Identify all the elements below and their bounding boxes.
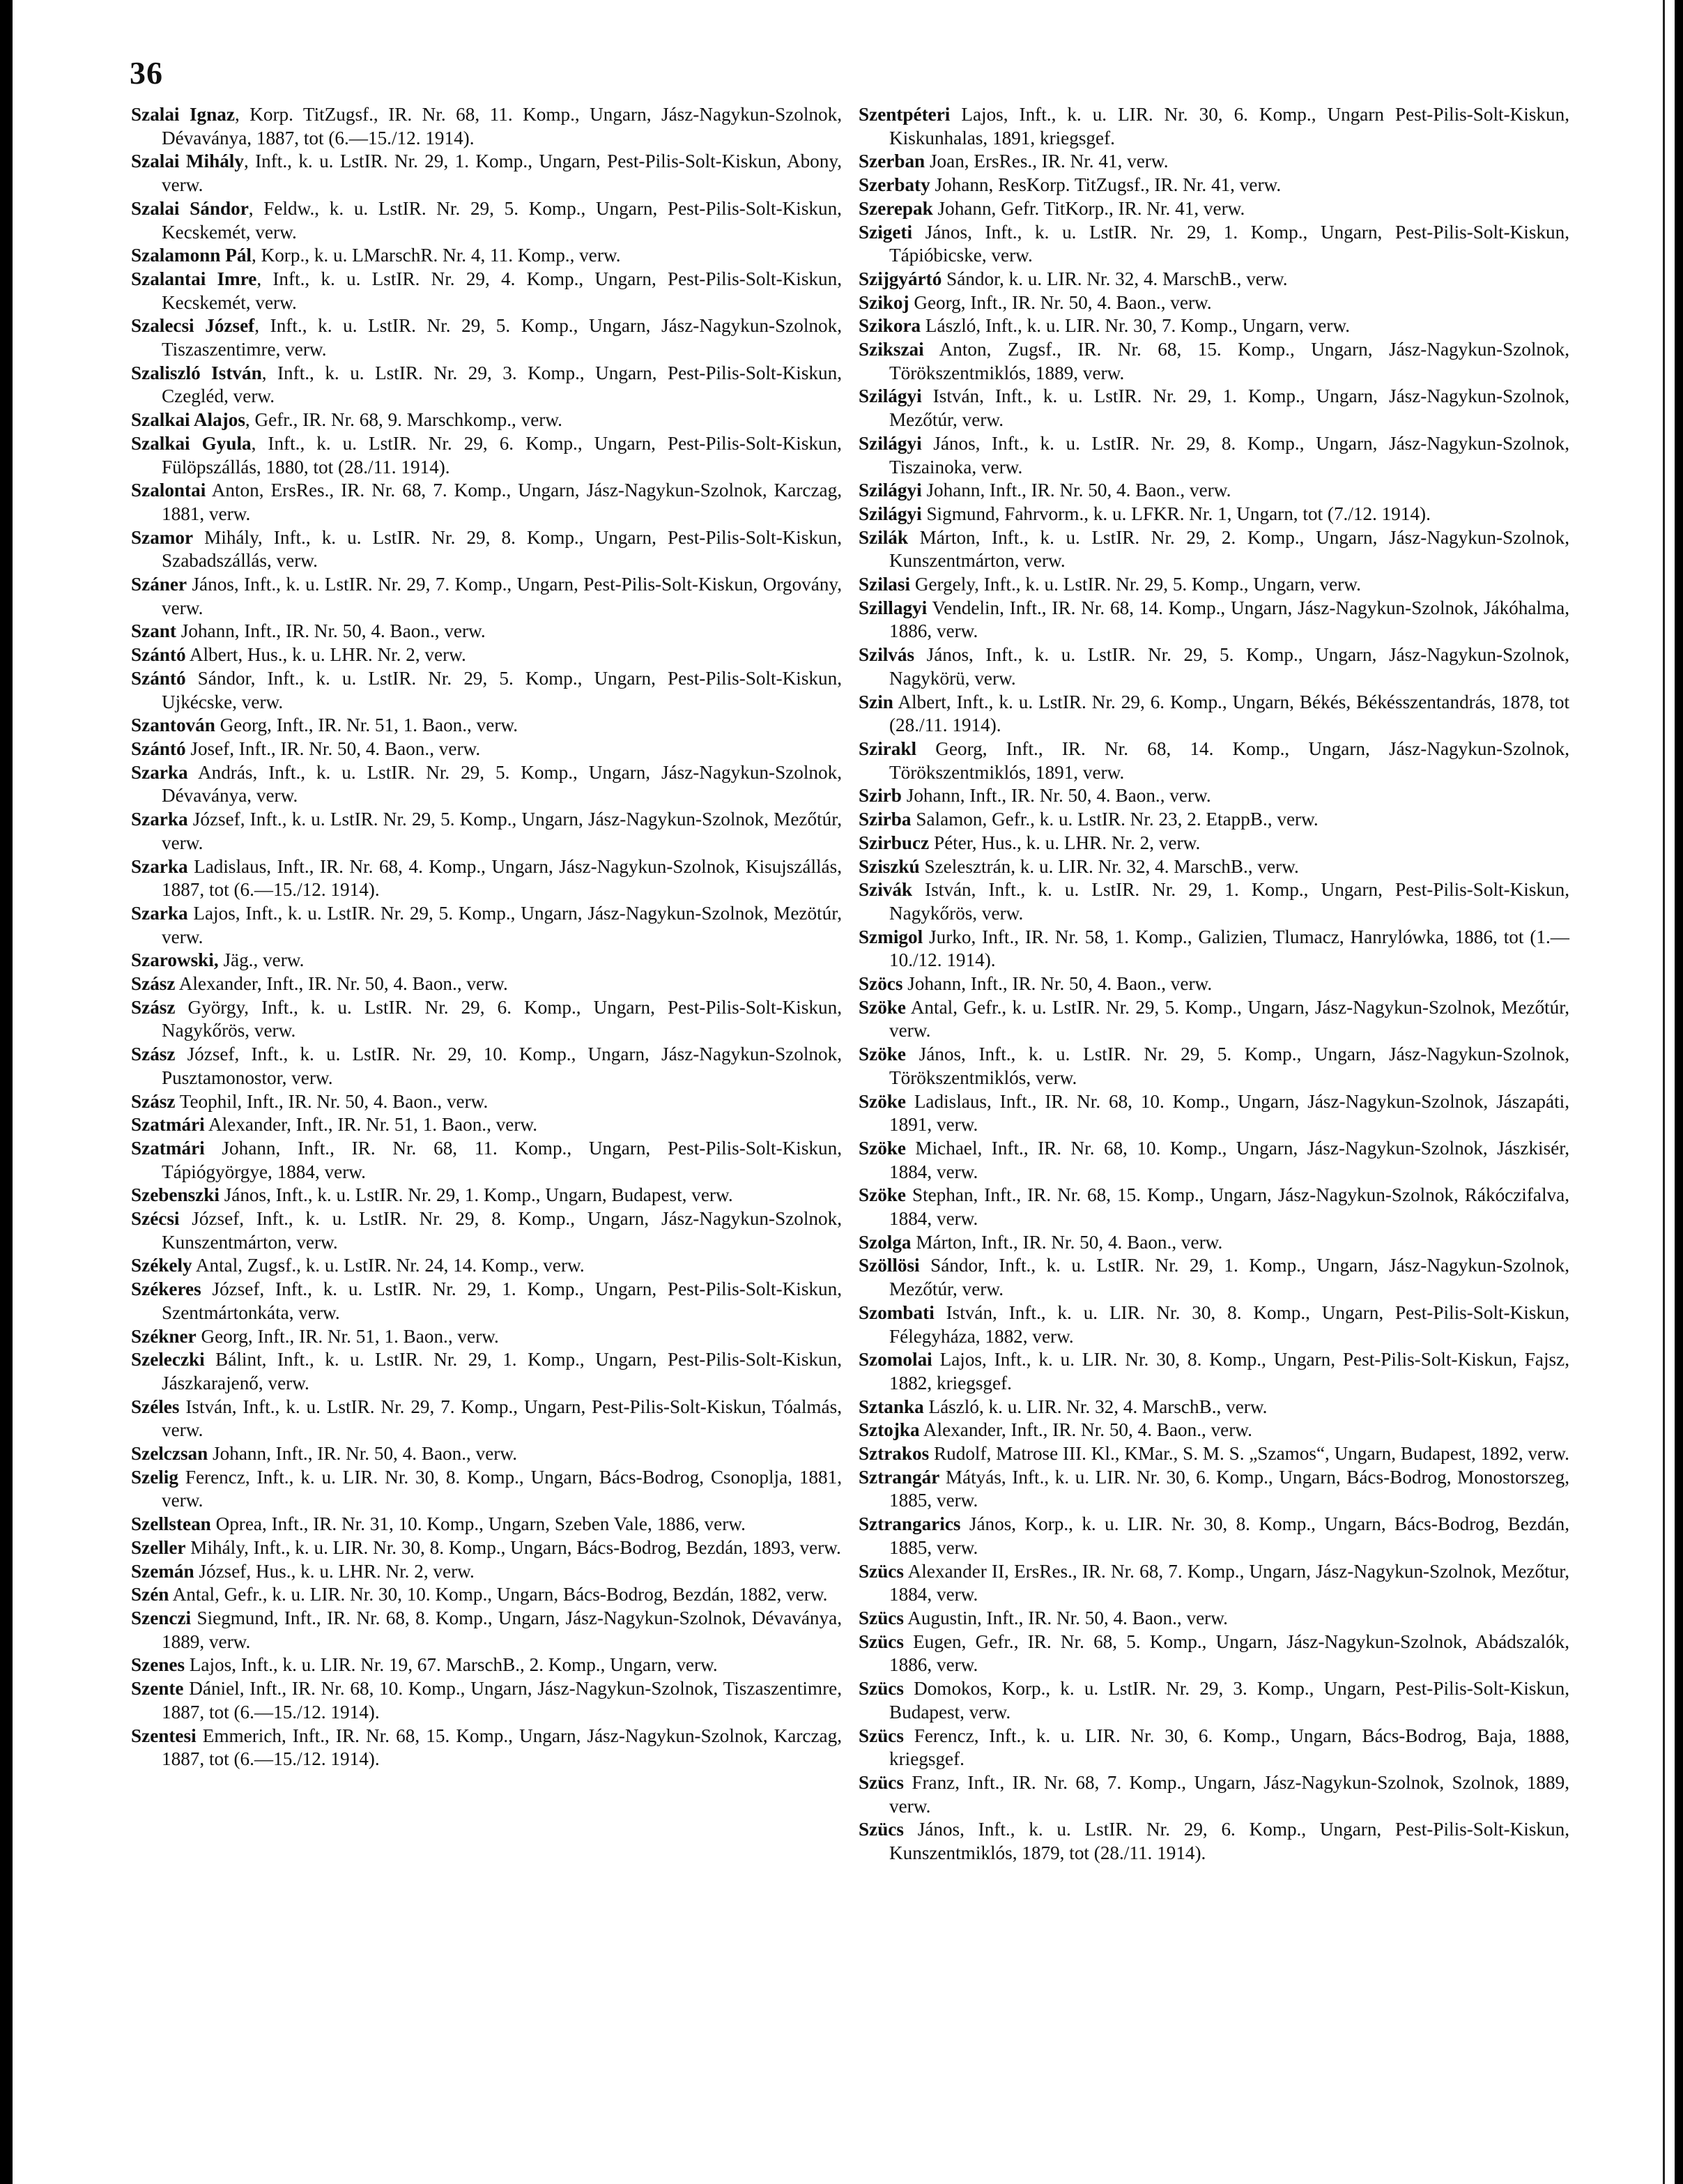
- entry-name: Szén: [131, 1584, 169, 1605]
- list-entry: [859, 691, 1569, 738]
- list-entry: [131, 314, 842, 361]
- entry-details: János, Inft., k. u. LstIR. Nr. 29, 8. Komp., Ungarn, Jász-Nagykun-Szolnok, Tiszainoka, verw.: [889, 432, 1569, 478]
- list-entry: [131, 1442, 842, 1466]
- entry-details: Lajos, Inft., k. u. LstIR. Nr. 29, 5. Komp., Ungarn, Jász-Nagykun-Szolnok, Mezötúr, verw.: [162, 902, 842, 947]
- list-entry: [859, 526, 1569, 573]
- entry-details: László, k. u. LIR. Nr. 32, 4. MarschB., verw.: [923, 1396, 1268, 1417]
- entry-name: Sztrangarics: [859, 1513, 961, 1535]
- list-entry: [859, 1677, 1569, 1724]
- entry-details: Teophil, Inft., IR. Nr. 50, 4. Baon., verw.: [175, 1090, 489, 1112]
- entry-name: Szántó: [131, 667, 186, 689]
- list-entry: [131, 1348, 842, 1395]
- entry-name: Szarowski,: [131, 949, 219, 971]
- entry-name: Szücs: [859, 1608, 904, 1628]
- entry-details: Bálint, Inft., k. u. LstIR. Nr. 29, 1. Komp., Ungarn, Pest-Pilis-Solt-Kiskun, Jászkarajenő, verw.: [162, 1349, 842, 1393]
- entry-name: Szarka: [131, 809, 188, 830]
- entry-details: Stephan, Inft., IR. Nr. 68, 15. Komp., Ungarn, Jász-Nagykun-Szolnok, Rákóczifalva, 1884, verw.: [889, 1184, 1569, 1230]
- entry-details: , Inft., k. u. LstIR. Nr. 29, 5. Komp., Ungarn, Jász-Nagykun-Szolnok, Tiszaszentimre, verw.: [162, 315, 842, 360]
- page-number: 36: [130, 55, 163, 91]
- list-entry: [131, 1254, 842, 1278]
- entry-details: Ladislaus, Inft., IR. Nr. 68, 10. Komp., Ungarn, Jász-Nagykun-Szolnok, Jászapáti, 1891, verw.: [889, 1090, 1569, 1136]
- list-entry: [859, 1090, 1569, 1137]
- entry-name: Szalontai: [131, 480, 206, 501]
- list-entry: [859, 1607, 1569, 1631]
- list-entry: [131, 643, 842, 667]
- entry-name: Szelczsan: [131, 1443, 208, 1465]
- entry-details: István, Inft., k. u. LstIR. Nr. 29, 1. Komp., Ungarn, Jász-Nagykun-Szolnok, Mezőtúr, verw.: [889, 385, 1569, 431]
- entry-name: Szalai Ignaz: [131, 104, 235, 125]
- entry-details: Johann, ResKorp. TitZugsf., IR. Nr. 41, verw.: [930, 174, 1282, 196]
- list-entry: [859, 103, 1569, 150]
- entry-details: Vendelin, Inft., IR. Nr. 68, 14. Komp., Ungarn, Jász-Nagykun-Szolnok, Jákóhalma, 1886, verw.: [889, 597, 1569, 642]
- list-entry: [859, 1396, 1569, 1419]
- list-entry: [859, 996, 1569, 1043]
- entry-details: György, Inft., k. u. LstIR. Nr. 29, 6. Komp., Ungarn, Pest-Pilis-Solt-Kiskun, Nagykőrös, verw.: [162, 996, 842, 1041]
- entry-name: Szalantai Imre: [131, 268, 257, 289]
- right-column: [859, 103, 1569, 1865]
- entry-name: Szilágyi: [859, 432, 922, 454]
- list-entry: [859, 385, 1569, 432]
- entry-details: József, Inft., k. u. LstIR. Nr. 29, 10. Komp., Ungarn, Jász-Nagykun-Szolnok, Pusztamonostor, verw.: [162, 1044, 842, 1088]
- entry-name: Száner: [131, 574, 187, 595]
- entry-details: János, Inft., k. u. LstIR. Nr. 29, 1. Komp., Ungarn, Budapest, verw.: [219, 1184, 733, 1206]
- list-entry: [859, 1043, 1569, 1090]
- list-entry: [131, 573, 842, 620]
- entry-name: Szin: [859, 691, 893, 712]
- entry-name: Szász: [131, 1090, 176, 1112]
- entry-name: Szilák: [859, 526, 909, 548]
- list-entry: [131, 972, 842, 996]
- entry-name: Szarka: [131, 761, 188, 783]
- list-entry: [131, 1560, 842, 1584]
- entry-name: Szilágyi: [859, 385, 922, 407]
- entry-name: Szücs: [859, 1771, 904, 1793]
- entry-details: Alexander, Inft., IR. Nr. 50, 4. Baon., verw.: [919, 1419, 1252, 1441]
- list-entry: [131, 1278, 842, 1324]
- entry-details: Siegmund, Inft., IR. Nr. 68, 8. Komp., Ungarn, Jász-Nagykun-Szolnok, Dévaványa, 1889, verw.: [162, 1608, 842, 1652]
- entry-name: Szöllösi: [859, 1255, 920, 1276]
- entry-details: István, Inft., k. u. LstIR. Nr. 29, 7. Komp., Ungarn, Pest-Pilis-Solt-Kiskun, Tóalmás, verw.: [162, 1396, 842, 1441]
- entry-details: Ferencz, Inft., k. u. LIR. Nr. 30, 6. Komp., Ungarn, Bács-Bodrog, Baja, 1888, kriegsgef.: [889, 1725, 1569, 1770]
- entry-name: Szolga: [859, 1231, 912, 1253]
- list-entry: [131, 902, 842, 949]
- list-entry: [859, 1771, 1569, 1818]
- list-entry: [859, 1725, 1569, 1771]
- entry-details: Sándor, Inft., k. u. LstIR. Nr. 29, 5. Komp., Ungarn, Pest-Pilis-Solt-Kiskun, Ujkécske, verw.: [162, 667, 842, 712]
- entry-details: Franz, Inft., IR. Nr. 68, 7. Komp., Ungarn, Jász-Nagykun-Szolnok, Szolnok, 1889, verw.: [889, 1771, 1569, 1817]
- entry-details: Jurko, Inft., IR. Nr. 58, 1. Komp., Galizien, Tlumacz, Hanrylówka, 1886, tot (1.—10./12. 1914).: [889, 926, 1569, 971]
- entry-name: Szücs: [859, 1631, 904, 1652]
- scan-edge-right: [1675, 0, 1683, 2184]
- entry-details: , Inft., k. u. LstIR. Nr. 29, 4. Komp., Ungarn, Pest-Pilis-Solt-Kiskun, Kecskemét, verw.: [162, 268, 842, 313]
- list-entry: [859, 221, 1569, 268]
- entry-name: Szaliszló István: [131, 362, 262, 383]
- list-entry: [859, 1301, 1569, 1348]
- entry-name: Szikora: [859, 315, 921, 337]
- list-entry: [131, 761, 842, 808]
- entry-name: Szenczi: [131, 1608, 192, 1628]
- entry-details: András, Inft., k. u. LstIR. Nr. 29, 5. Komp., Ungarn, Jász-Nagykun-Szolnok, Dévaványa, verw.: [162, 761, 842, 807]
- list-entry: [859, 1818, 1569, 1865]
- entry-name: Szentesi: [131, 1725, 197, 1746]
- scan-edge-line: [1663, 0, 1665, 2184]
- list-entry: [131, 150, 842, 197]
- entry-name: Sztrangár: [859, 1466, 940, 1488]
- scan-edge-left: [0, 0, 13, 2184]
- entry-details: Alexander, Inft., IR. Nr. 51, 1. Baon., verw.: [204, 1114, 538, 1136]
- entry-name: Szerbaty: [859, 174, 930, 196]
- list-entry: [131, 1513, 842, 1536]
- entry-details: Johann, Inft., IR. Nr. 50, 4. Baon., verw.: [901, 785, 1211, 807]
- list-entry: [859, 1137, 1569, 1184]
- list-entry: [131, 1677, 842, 1724]
- list-entry: [859, 808, 1569, 832]
- entry-name: Sztojka: [859, 1419, 920, 1441]
- entry-details: Sándor, k. u. LIR. Nr. 32, 4. MarschB., verw.: [942, 268, 1288, 289]
- entry-details: Ferencz, Inft., k. u. LIR. Nr. 30, 8. Komp., Ungarn, Bács-Bodrog, Csonoplja, 1881, verw.: [162, 1466, 842, 1511]
- entry-details: Johann, Inft., IR. Nr. 68, 11. Komp., Ungarn, Pest-Pilis-Solt-Kiskun, Tápiógyörgye, 1884, verw.: [162, 1137, 842, 1182]
- entry-details: , Korp. TitZugsf., IR. Nr. 68, 11. Komp., Ungarn, Jász-Nagykun-Szolnok, Dévaványa, 1887, tot (6.—15./12. 1914).: [162, 104, 842, 148]
- entry-name: Szamor: [131, 526, 194, 548]
- entry-name: Szeller: [131, 1536, 186, 1558]
- entry-details: Szelesztrán, k. u. LIR. Nr. 32, 4. MarschB., verw.: [919, 855, 1299, 877]
- entry-details: Márton, Inft., k. u. LstIR. Nr. 29, 2. Komp., Ungarn, Jász-Nagykun-Szolnok, Kunszentmárton, verw.: [889, 526, 1569, 572]
- list-entry: [859, 597, 1569, 643]
- entry-details: József, Inft., k. u. LstIR. Nr. 29, 8. Komp., Ungarn, Jász-Nagykun-Szolnok, Kunszentmárton, verw.: [162, 1208, 842, 1253]
- entry-details: Michael, Inft., IR. Nr. 68, 10. Komp., Ungarn, Jász-Nagykun-Szolnok, Jászkisér, 1884, verw.: [889, 1137, 1569, 1182]
- entry-details: , Inft., k. u. LstIR. Nr. 29, 1. Komp., Ungarn, Pest-Pilis-Solt-Kiskun, Abony, verw.: [162, 151, 842, 196]
- entry-name: Szivák: [859, 879, 913, 901]
- list-entry: [131, 362, 842, 408]
- list-entry: [859, 1513, 1569, 1559]
- entry-details: , Inft., k. u. LstIR. Nr. 29, 6. Komp., Ungarn, Pest-Pilis-Solt-Kiskun, Fülöpszállás, 1880, tot (28./11. 1914).: [162, 432, 842, 478]
- list-entry: [859, 926, 1569, 972]
- entry-name: Szalkai Gyula: [131, 432, 252, 454]
- entry-name: Szántó: [131, 644, 186, 666]
- entry-name: Szijgyártó: [859, 268, 942, 289]
- list-entry: [859, 1348, 1569, 1395]
- entry-name: Széles: [131, 1396, 180, 1417]
- list-entry: [131, 1654, 842, 1677]
- list-entry: [859, 573, 1569, 597]
- entry-name: Sztanka: [859, 1396, 924, 1417]
- entry-details: Márton, Inft., IR. Nr. 50, 4. Baon., verw.: [911, 1231, 1223, 1253]
- list-entry: [859, 174, 1569, 197]
- entry-name: Szücs: [859, 1725, 904, 1746]
- entry-name: Szücs: [859, 1678, 904, 1700]
- entry-name: Szatmári: [131, 1114, 205, 1136]
- list-entry: [859, 432, 1569, 479]
- list-entry: [131, 1090, 842, 1114]
- entry-name: Szillagyi: [859, 597, 928, 618]
- entry-name: Szöke: [859, 1044, 906, 1065]
- list-entry: [859, 291, 1569, 315]
- entry-name: Szász: [131, 1044, 176, 1065]
- entry-name: Szikoj: [859, 291, 909, 313]
- entry-details: Oprea, Inft., IR. Nr. 31, 10. Komp., Ungarn, Szeben Vale, 1886, verw.: [210, 1513, 746, 1535]
- entry-name: Szalai Mihály: [131, 151, 244, 172]
- list-entry: [859, 1419, 1569, 1442]
- list-entry: [859, 1254, 1569, 1301]
- list-entry: [131, 855, 842, 902]
- list-entry: [859, 338, 1569, 385]
- entry-details: István, Inft., k. u. LIR. Nr. 30, 8. Komp., Ungarn, Pest-Pilis-Solt-Kiskun, Félegyháza, 1882, verw.: [889, 1301, 1569, 1347]
- entry-name: Szirba: [859, 809, 912, 830]
- entry-name: Szilasi: [859, 574, 911, 595]
- entry-details: Mihály, Inft., k. u. LIR. Nr. 30, 8. Komp., Ungarn, Bács-Bodrog, Bezdán, 1893, verw.: [185, 1536, 841, 1558]
- entry-details: Sándor, Inft., k. u. LstIR. Nr. 29, 1. Komp., Ungarn, Jász-Nagykun-Szolnok, Mezőtúr, verw.: [889, 1255, 1569, 1300]
- entry-details: Johann, Inft., IR. Nr. 50, 4. Baon., verw.: [176, 620, 486, 642]
- left-column: [131, 103, 842, 1771]
- list-entry: [859, 855, 1569, 879]
- entry-details: László, Inft., k. u. LIR. Nr. 30, 7. Komp., Ungarn, verw.: [921, 315, 1351, 337]
- list-entry: [131, 1113, 842, 1137]
- entry-details: Alexander, Inft., IR. Nr. 50, 4. Baon., verw.: [175, 973, 508, 995]
- entry-name: Szalkai Alajos: [131, 409, 245, 431]
- list-entry: [131, 714, 842, 738]
- list-entry: [131, 738, 842, 761]
- list-entry: [131, 1583, 842, 1607]
- entry-name: Szant: [131, 620, 176, 642]
- list-entry: [859, 784, 1569, 808]
- entry-details: József, Inft., k. u. LstIR. Nr. 29, 5. Komp., Ungarn, Jász-Nagykun-Szolnok, Mezőtúr, verw.: [162, 809, 842, 853]
- entry-details: Lajos, Inft., k. u. LIR. Nr. 30, 6. Komp., Ungarn Pest-Pilis-Solt-Kiskun, Kiskunhalas, 1891, kriegsgef.: [889, 104, 1569, 148]
- entry-details: Jäg., verw.: [218, 949, 305, 971]
- entry-details: József, Inft., k. u. LstIR. Nr. 29, 1. Komp., Ungarn, Pest-Pilis-Solt-Kiskun, Szentmártonkáta, verw.: [162, 1278, 842, 1323]
- list-entry: [859, 972, 1569, 996]
- entry-name: Szalecsi József: [131, 315, 255, 337]
- list-entry: [131, 1396, 842, 1442]
- list-entry: [131, 667, 842, 714]
- entry-details: Dániel, Inft., IR. Nr. 68, 10. Komp., Ungarn, Jász-Nagykun-Szolnok, Tiszaszentimre, 1887, tot (6.—15./12. 1914).: [162, 1678, 842, 1723]
- entry-details: János, Inft., k. u. LstIR. Nr. 29, 5. Komp., Ungarn, Jász-Nagykun-Szolnok, Nagykörü, verw.: [889, 644, 1569, 689]
- list-entry: [131, 1043, 842, 1090]
- entry-name: Szilvás: [859, 644, 915, 666]
- entry-details: Lajos, Inft., k. u. LIR. Nr. 30, 8. Komp., Ungarn, Pest-Pilis-Solt-Kiskun, Fajsz, 1882, kriegsgef.: [889, 1349, 1569, 1393]
- entry-details: , Gefr., IR. Nr. 68, 9. Marschkomp., verw.: [245, 409, 562, 431]
- list-entry: [859, 643, 1569, 690]
- entry-name: Szmigol: [859, 926, 923, 947]
- entry-details: Eugen, Gefr., IR. Nr. 68, 5. Komp., Ungarn, Jász-Nagykun-Szolnok, Abádszalók, 1886, verw.: [889, 1631, 1569, 1676]
- list-entry: [859, 197, 1569, 221]
- entry-details: Augustin, Inft., IR. Nr. 50, 4. Baon., verw.: [903, 1608, 1228, 1628]
- entry-name: Szentpéteri: [859, 104, 951, 125]
- entry-name: Szücs: [859, 1560, 904, 1582]
- entry-name: Szilágyi: [859, 503, 922, 524]
- entry-name: Sztrakos: [859, 1443, 930, 1465]
- entry-name: Szirb: [859, 785, 902, 807]
- list-entry: [131, 1607, 842, 1654]
- entry-name: Szöke: [859, 1184, 906, 1206]
- entry-details: Péter, Hus., k. u. LHR. Nr. 2, verw.: [929, 832, 1201, 853]
- entry-details: Albert, Inft., k. u. LstIR. Nr. 29, 6. Komp., Ungarn, Békés, Békésszentandrás, 1878, tot (28./11. 1914).: [889, 691, 1569, 736]
- list-entry: [131, 1207, 842, 1254]
- entry-details: Anton, Zugsf., IR. Nr. 68, 15. Komp., Ungarn, Jász-Nagykun-Szolnok, Törökszentmiklós, 1889, verw.: [889, 339, 1569, 383]
- list-entry: [131, 1536, 842, 1560]
- list-entry: [131, 1725, 842, 1771]
- entry-details: János, Korp., k. u. LIR. Nr. 30, 8. Komp., Ungarn, Bács-Bodrog, Bezdán, 1885, verw.: [889, 1513, 1569, 1558]
- entry-name: Szigeti: [859, 221, 913, 243]
- entry-name: Szirbucz: [859, 832, 930, 853]
- entry-name: Szerepak: [859, 197, 933, 219]
- entry-name: Szatmári: [131, 1137, 205, 1159]
- entry-name: Szarka: [131, 902, 188, 924]
- entry-details: Domokos, Korp., k. u. LstIR. Nr. 29, 3. Komp., Ungarn, Pest-Pilis-Solt-Kiskun, Budapest, verw.: [889, 1678, 1569, 1723]
- list-entry: [131, 808, 842, 855]
- entry-name: Szemán: [131, 1560, 194, 1582]
- list-entry: [859, 878, 1569, 925]
- entry-name: Szebenszki: [131, 1184, 220, 1206]
- entry-details: Johann, Gefr. TitKorp., IR. Nr. 41, verw.: [932, 197, 1245, 219]
- entry-name: Sziszkú: [859, 855, 920, 877]
- entry-name: Szilágyi: [859, 480, 922, 501]
- entry-name: Szalai Sándor: [131, 197, 249, 219]
- list-entry: [859, 832, 1569, 855]
- entry-name: Szász: [131, 973, 176, 995]
- list-entry: [859, 268, 1569, 291]
- entry-name: Székely: [131, 1255, 192, 1276]
- list-entry: [859, 1231, 1569, 1255]
- list-entry: [131, 1325, 842, 1349]
- entry-name: Szöke: [859, 1090, 906, 1112]
- entry-name: Szerban: [859, 151, 925, 172]
- entry-name: Szikszai: [859, 339, 924, 360]
- list-entry: [859, 1560, 1569, 1607]
- entry-details: Salamon, Gefr., k. u. LstIR. Nr. 23, 2. EtappB., verw.: [911, 809, 1319, 830]
- list-entry: [859, 1631, 1569, 1677]
- list-entry: [859, 314, 1569, 338]
- entry-name: Szöke: [859, 1137, 906, 1159]
- entry-name: Szombati: [859, 1301, 935, 1323]
- entry-details: Antal, Zugsf., k. u. LstIR. Nr. 24, 14. Komp., verw.: [192, 1255, 585, 1276]
- list-entry: [859, 738, 1569, 784]
- entry-details: Lajos, Inft., k. u. LIR. Nr. 19, 67. MarschB., 2. Komp., Ungarn, verw.: [185, 1654, 718, 1676]
- entry-name: Szenes: [131, 1654, 185, 1676]
- entry-details: Georg, Inft., IR. Nr. 51, 1. Baon., verw.: [215, 715, 518, 736]
- list-entry: [131, 244, 842, 268]
- list-entry: [131, 1466, 842, 1513]
- list-entry: [859, 150, 1569, 174]
- list-entry: [131, 197, 842, 244]
- entry-details: Joan, ErsRes., IR. Nr. 41, verw.: [925, 151, 1169, 172]
- list-entry: [859, 1184, 1569, 1230]
- entry-details: Johann, Inft., IR. Nr. 50, 4. Baon., verw.: [208, 1443, 517, 1465]
- entry-details: Anton, ErsRes., IR. Nr. 68, 7. Komp., Ungarn, Jász-Nagykun-Szolnok, Karczag, 1881, verw.: [162, 480, 842, 524]
- list-entry: [131, 1184, 842, 1207]
- entry-details: Emmerich, Inft., IR. Nr. 68, 15. Komp., Ungarn, Jász-Nagykun-Szolnok, Karczag, 1887, tot (6.—15./12. 1914).: [162, 1725, 842, 1770]
- entry-details: Rudolf, Matrose III. Kl., KMar., S. M. S. „Szamos“, Ungarn, Budapest, 1892, verw.: [929, 1443, 1569, 1465]
- entry-details: Georg, Inft., IR. Nr. 50, 4. Baon., verw.: [909, 291, 1212, 313]
- list-entry: [859, 479, 1569, 503]
- entry-name: Székeres: [131, 1278, 201, 1300]
- list-entry: [131, 432, 842, 479]
- entry-name: Szirakl: [859, 738, 917, 759]
- entry-details: , Inft., k. u. LstIR. Nr. 29, 3. Komp., Ungarn, Pest-Pilis-Solt-Kiskun, Czegléd, verw.: [162, 362, 842, 407]
- list-entry: [131, 1137, 842, 1184]
- entry-name: Szelig: [131, 1466, 178, 1488]
- entry-name: Szász: [131, 996, 176, 1018]
- entry-details: Josef, Inft., IR. Nr. 50, 4. Baon., verw.: [185, 738, 481, 759]
- list-entry: [131, 479, 842, 526]
- entry-details: János, Inft., k. u. LstIR. Nr. 29, 6. Komp., Ungarn, Pest-Pilis-Solt-Kiskun, Kunszentmiklós, 1879, tot (28./11. 1914).: [889, 1819, 1569, 1864]
- entry-name: Szeleczki: [131, 1349, 205, 1370]
- entry-details: Albert, Hus., k. u. LHR. Nr. 2, verw.: [185, 644, 466, 666]
- entry-name: Szomolai: [859, 1349, 932, 1370]
- entry-details: Mátyás, Inft., k. u. LIR. Nr. 30, 6. Komp., Ungarn, Bács-Bodrog, Monostorszeg, 1885, verw.: [889, 1466, 1569, 1511]
- entry-name: Szántó: [131, 738, 186, 759]
- entry-details: Antal, Gefr., k. u. LIR. Nr. 30, 10. Komp., Ungarn, Bács-Bodrog, Bezdán, 1882, verw.: [169, 1584, 828, 1605]
- entry-name: Szécsi: [131, 1208, 180, 1230]
- entry-details: Ladislaus, Inft., IR. Nr. 68, 4. Komp., Ungarn, Jász-Nagykun-Szolnok, Kisujszállás, 1887, tot (6.—15./12. 1914).: [162, 855, 842, 901]
- entry-details: József, Hus., k. u. LHR. Nr. 2, verw.: [194, 1560, 475, 1582]
- entry-name: Szantován: [131, 715, 215, 736]
- entry-details: János, Inft., k. u. LstIR. Nr. 29, 1. Komp., Ungarn, Pest-Pilis-Solt-Kiskun, Tápióbicske, verw.: [889, 221, 1569, 266]
- entry-details: Johann, Inft., IR. Nr. 50, 4. Baon., verw.: [902, 973, 1213, 995]
- entry-name: Székner: [131, 1325, 197, 1347]
- list-entry: [131, 949, 842, 972]
- entry-name: Szöcs: [859, 973, 903, 995]
- entry-details: János, Inft., k. u. LstIR. Nr. 29, 7. Komp., Ungarn, Pest-Pilis-Solt-Kiskun, Orgovány, verw.: [162, 574, 842, 618]
- entry-details: , Feldw., k. u. LstIR. Nr. 29, 5. Komp., Ungarn, Pest-Pilis-Solt-Kiskun, Kecskemét, verw.: [162, 197, 842, 243]
- entry-details: Alexander II, ErsRes., IR. Nr. 68, 7. Komp., Ungarn, Jász-Nagykun-Szolnok, Mezőtur, 1884, verw.: [889, 1560, 1569, 1605]
- entry-name: Szente: [131, 1678, 184, 1700]
- list-entry: [859, 1442, 1569, 1466]
- list-entry: [131, 268, 842, 314]
- list-entry: [131, 408, 842, 432]
- entry-name: Szarka: [131, 855, 188, 877]
- list-entry: [131, 620, 842, 643]
- list-entry: [131, 526, 842, 573]
- entry-details: , Korp., k. u. LMarschR. Nr. 4, 11. Komp., verw.: [251, 245, 621, 266]
- entry-details: Antal, Gefr., k. u. LstIR. Nr. 29, 5. Komp., Ungarn, Jász-Nagykun-Szolnok, Mezőtúr, verw.: [889, 996, 1569, 1041]
- entry-name: Szellstean: [131, 1513, 211, 1535]
- entry-details: Sigmund, Fahrvorm., k. u. LFKR. Nr. 1, Ungarn, tot (7./12. 1914).: [921, 503, 1431, 524]
- entry-details: Georg, Inft., IR. Nr. 51, 1. Baon., verw.: [196, 1325, 499, 1347]
- entry-details: Mihály, Inft., k. u. LstIR. Nr. 29, 8. Komp., Ungarn, Pest-Pilis-Solt-Kiskun, Szabadszállás, verw.: [162, 526, 842, 572]
- list-entry: [859, 503, 1569, 526]
- entry-name: Szöke: [859, 996, 906, 1018]
- list-entry: [131, 996, 842, 1043]
- list-entry: [131, 103, 842, 150]
- entry-details: István, Inft., k. u. LstIR. Nr. 29, 1. Komp., Ungarn, Pest-Pilis-Solt-Kiskun, Nagykőrös, verw.: [889, 879, 1569, 924]
- entry-name: Szücs: [859, 1819, 904, 1840]
- list-entry: [859, 1466, 1569, 1513]
- entry-details: Johann, Inft., IR. Nr. 50, 4. Baon., verw.: [921, 480, 1231, 501]
- entry-details: Gergely, Inft., k. u. LstIR. Nr. 29, 5. Komp., Ungarn, verw.: [910, 574, 1361, 595]
- entry-details: Georg, Inft., IR. Nr. 68, 14. Komp., Ungarn, Jász-Nagykun-Szolnok, Törökszentmiklós, 1891, verw.: [889, 738, 1569, 783]
- entry-name: Szalamonn Pál: [131, 245, 252, 266]
- entry-details: János, Inft., k. u. LstIR. Nr. 29, 5. Komp., Ungarn, Jász-Nagykun-Szolnok, Törökszentmiklós, verw.: [889, 1044, 1569, 1088]
